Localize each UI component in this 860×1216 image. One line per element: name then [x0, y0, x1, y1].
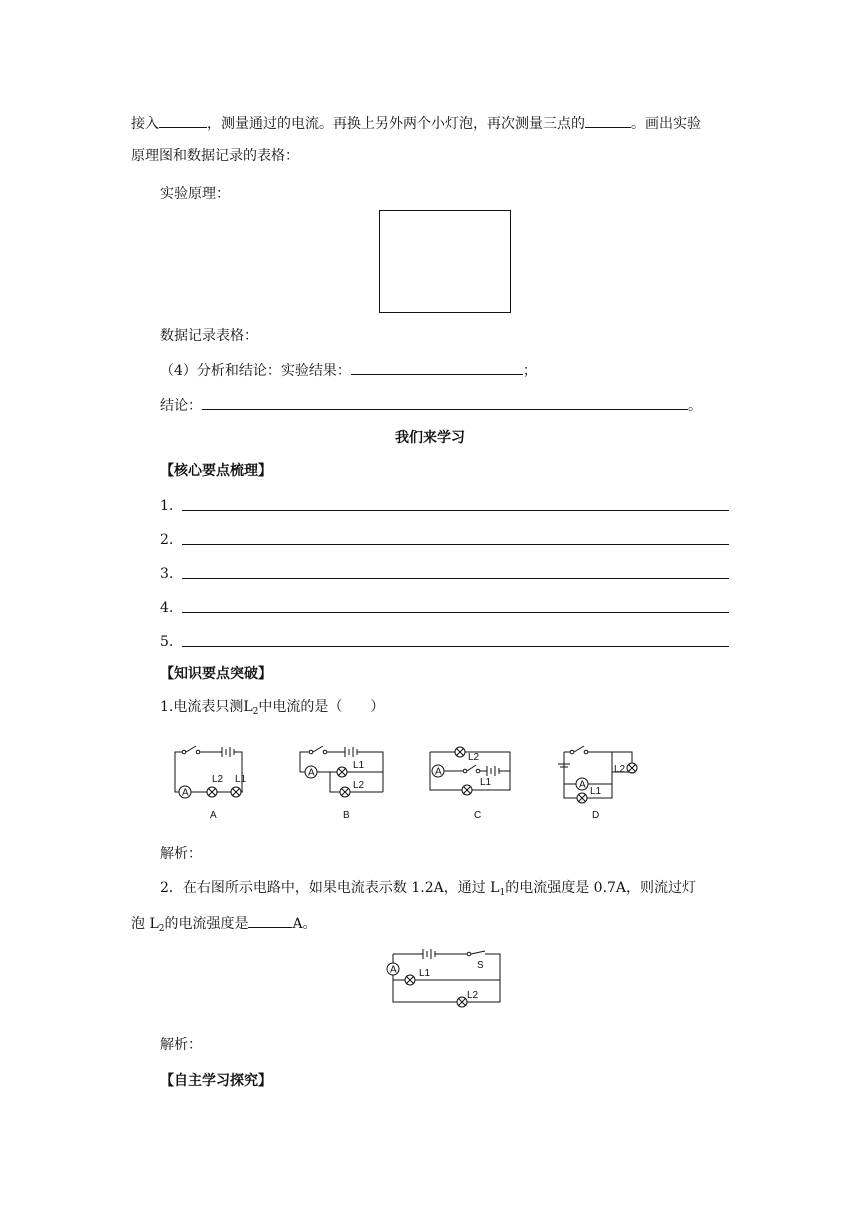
core-item-line[interactable]: [182, 578, 729, 579]
core-item-line[interactable]: [182, 510, 729, 511]
bulb-l2-label: L2: [212, 774, 224, 785]
option-c-label[interactable]: C: [474, 810, 482, 821]
core-item-line[interactable]: [182, 544, 729, 545]
conclusion-line: 结论： 。: [160, 395, 702, 416]
section-title: 我们来学习: [395, 430, 465, 446]
circuit-diagram-b: [295, 730, 395, 810]
core-item-number: 2.: [160, 532, 174, 548]
analysis-label: 解析：: [160, 846, 202, 862]
ammeter-label: A: [308, 767, 315, 779]
bulb-l1-label: L1: [480, 777, 492, 788]
core-item-line[interactable]: [182, 612, 729, 613]
blank-fill[interactable]: [585, 113, 631, 128]
bulb-l2-label: L2: [614, 764, 626, 775]
question-2-line-1: 2．在右图所示电路中，如果电流表示数 1.2A，通过 $L_1$的电流强度是 0.7A，则流过灯: [160, 880, 697, 898]
core-item-number: 4.: [160, 600, 174, 616]
core-item-line[interactable]: [182, 646, 729, 647]
switch-label: S: [477, 960, 484, 971]
core-item-number: 1.: [160, 498, 174, 514]
bulb-l1-label: L1: [353, 760, 365, 771]
circuit-diagram-a: [170, 730, 270, 810]
answer-blank[interactable]: [248, 913, 292, 928]
ammeter-label: A: [390, 964, 397, 976]
option-d-label[interactable]: D: [592, 810, 600, 821]
ammeter-label: A: [579, 779, 586, 791]
analysis-label: 解析：: [160, 1037, 202, 1053]
bulb-l1-label: L1: [590, 786, 602, 797]
option-b-label[interactable]: B: [343, 810, 350, 821]
principle-label: 实验原理：: [160, 186, 230, 202]
blank-fill[interactable]: [159, 113, 207, 128]
core-item-number: 5.: [160, 634, 174, 650]
question-2-line-2: 泡 $L_2$的电流强度是 A。: [131, 913, 317, 934]
intro-line-1: 接入 ，测量通过的电流。再换上另外两个小灯泡，再次测量三点的 。画出实验: [131, 113, 701, 134]
ammeter-label: A: [435, 766, 442, 778]
circuit-diagram-q2: [385, 948, 515, 1018]
option-a-label[interactable]: A: [210, 810, 217, 821]
conclusion-blank[interactable]: [202, 395, 688, 410]
intro-line-2: 原理图和数据记录的表格：: [131, 148, 299, 164]
ammeter-label: A: [182, 787, 189, 799]
bulb-l1-label: L1: [419, 968, 431, 979]
principle-diagram-box[interactable]: [379, 210, 511, 313]
analysis-line: （4）分析和结论：实验结果： ；: [160, 360, 537, 381]
result-blank[interactable]: [351, 360, 523, 375]
core-item-number: 3.: [160, 566, 174, 582]
bulb-l1-label: L1: [235, 774, 247, 785]
self-study-heading: 【自主学习探究】: [160, 1073, 272, 1089]
bulb-l2-label: L2: [353, 780, 365, 791]
core-heading: 【核心要点梳理】: [160, 463, 272, 479]
question-1: 1.电流表只测$L_2$中电流的是（ ）: [160, 699, 385, 717]
bulb-l2-label: L2: [467, 990, 479, 1001]
bulb-l2-label: L2: [468, 752, 480, 763]
knowledge-heading: 【知识要点突破】: [160, 666, 272, 682]
circuit-diagram-d: [556, 730, 656, 810]
table-label: 数据记录表格：: [160, 328, 258, 344]
